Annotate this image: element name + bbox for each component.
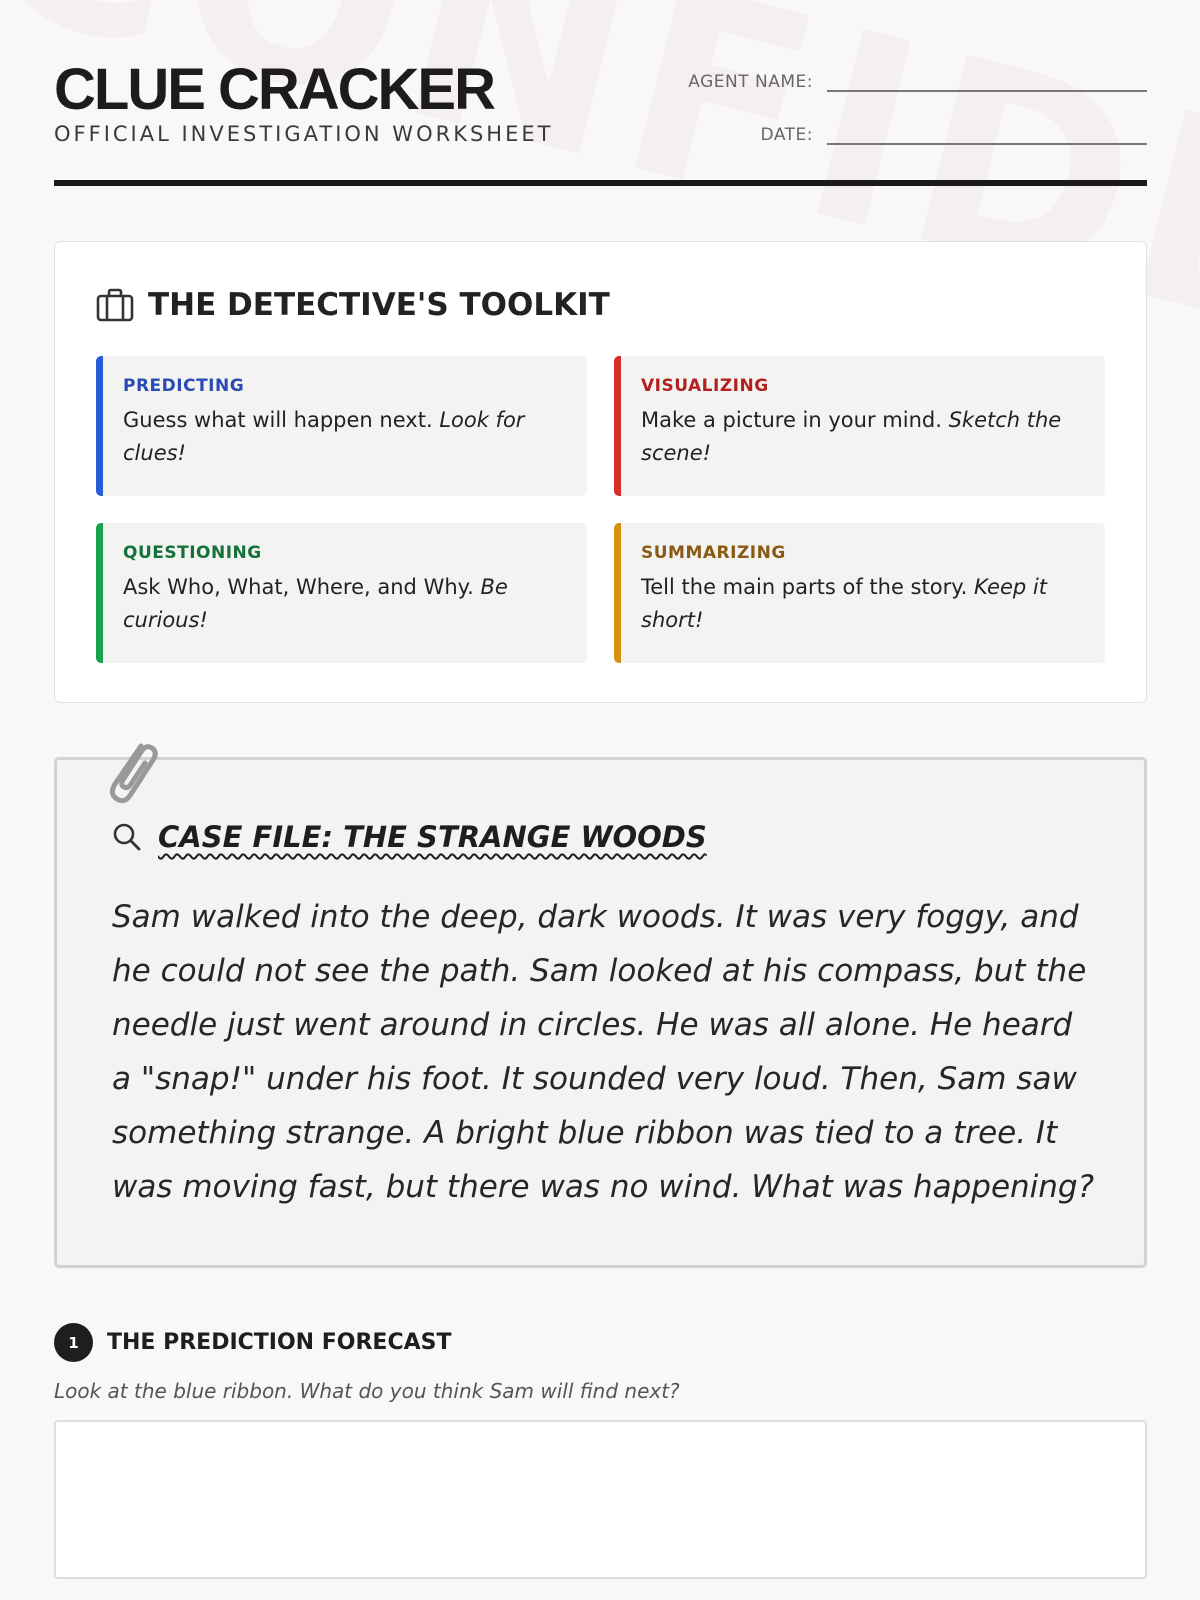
case-file-card (54, 757, 1147, 1268)
magnifier-icon (112, 822, 142, 852)
question-prompt: Look at the blue ribbon. What do you think Sam will find next? (54, 1379, 680, 1403)
case-story-text: Sam walked into the deep, dark woods. It was very foggy, and he could not see the path. Sam looked at his compass, but the needle just went around in circles. He was all alone. He heard a "snap!" under his foot. It sounded very loud. Then, Sam saw something strange. A bright blue ribbon was tied to a tree. It was moving fast, but there was no wind. What was happening? (112, 899, 1095, 1205)
date-row (663, 113, 1147, 145)
briefcase-icon (96, 288, 134, 322)
toolkit-heading (96, 287, 610, 323)
strategy-tip: Sketch the scene! (641, 408, 1062, 465)
worksheet-subtitle: OFFICIAL INVESTIGATION WORKSHEET (54, 122, 554, 146)
worksheet-title: CLUE CRACKER (54, 57, 494, 122)
strategy-description: Ask Who, What, Where, and Why. Be curious! (123, 575, 508, 632)
strategy-description: Make a picture in your mind. Sketch the scene! (641, 408, 1062, 465)
question-heading (54, 1323, 1147, 1362)
strategy-name: SUMMARIZING (641, 543, 786, 563)
answer-box[interactable] (54, 1420, 1147, 1579)
worksheet-header (54, 0, 1147, 186)
date-field[interactable] (827, 113, 1147, 145)
agent-name-label: AGENT NAME: (688, 72, 813, 92)
strategy-description: Tell the main parts of the story. Keep it short! (641, 575, 1047, 632)
strategy-card-summarizing (614, 523, 1105, 663)
case-file-title: CASE FILE: THE STRANGE WOODS (158, 820, 707, 854)
strategy-card-questioning (96, 523, 587, 663)
strategy-card-predicting (96, 356, 587, 496)
question-number-badge: 1 (54, 1323, 93, 1362)
question-title: THE PREDICTION FORECAST (107, 1330, 452, 1355)
paperclip-icon (101, 736, 165, 808)
date-label: DATE: (760, 125, 813, 145)
strategy-description: Guess what will happen next. Look for clues! (123, 408, 525, 465)
agent-name-field[interactable] (827, 60, 1147, 92)
strategy-card-visualizing (614, 356, 1105, 496)
worksheet-page (54, 0, 1147, 1403)
case-file-heading (112, 820, 707, 854)
strategy-name: QUESTIONING (123, 543, 262, 563)
detective-toolkit-card (54, 241, 1147, 703)
strategy-tip: Be curious! (123, 575, 508, 632)
strategy-tip: Keep it short! (641, 575, 1047, 632)
strategy-tip: Look for clues! (123, 408, 525, 465)
strategy-name: VISUALIZING (641, 376, 769, 396)
strategy-name: PREDICTING (123, 376, 245, 396)
question-section (54, 1323, 1147, 1579)
toolkit-title: THE DETECTIVE'S TOOLKIT (148, 287, 610, 323)
agent-name-row (663, 60, 1147, 92)
